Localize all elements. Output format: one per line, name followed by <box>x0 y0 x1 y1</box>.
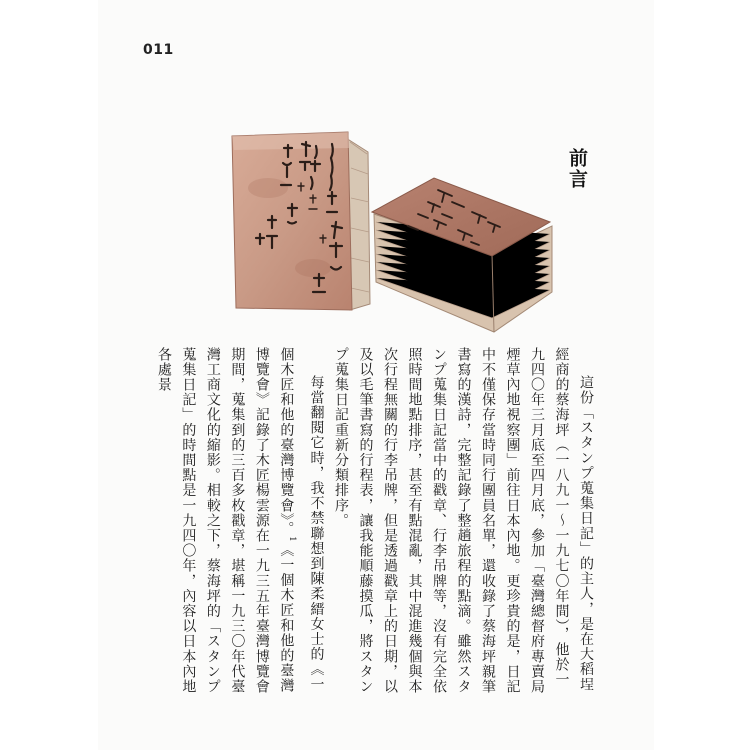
paragraph-2-part-2: 《一個木匠和他的臺灣博覽會》記錄了木匠楊雲源在一九三五年臺灣博覽會期間，蒐集到的三百多枚戳章，堪稱一九三〇年代臺灣工商文化的縮影。相較之下，蔡海坪的「スタンプ蒐集日記」的時間點是一九四〇年，內容以日本內地各處景 <box>155 347 295 695</box>
footnote-mark[interactable]: 1 <box>288 536 297 543</box>
page-number: 011 <box>143 42 174 58</box>
paragraph-2 <box>151 347 328 702</box>
section-title: 前言 <box>566 148 588 190</box>
paragraph-2-part-1: 每當翻閱它時，我不禁聯想到陳柔縉女士的《一個木匠和他的臺灣博覽會》。 <box>278 347 325 693</box>
body-text <box>155 347 598 702</box>
paragraph-1: 這份「スタンプ蒐集日記」的主人，是在大稻埕經商的蔡海坪（一八九一～一九七〇年間），他於一九四〇年三月底至四月底，參加「臺灣總督府專賣局煙草內地視察團」前往日本內地。更珍貴的是，日記中不僅保存當時同行團員名單，還收錄了蔡海坪親筆書寫的漢詩，完整記錄了整趟旅程的點滴。雖然スタンプ蒐集日記當中的戳章、行李吊牌等，沒有完全依照時間地點排序，甚至有點混亂，其中混進幾個與本次行程無關的行李吊牌，但是透過戳章上的日期，以及以毛筆書寫的行程表，讓我能順藤摸瓜，將スタンプ蒐集日記重新分類排序。 <box>333 347 594 695</box>
stamp-diary-book-cover-icon <box>228 128 378 313</box>
stamp-diary-book-stack-icon <box>368 172 554 338</box>
